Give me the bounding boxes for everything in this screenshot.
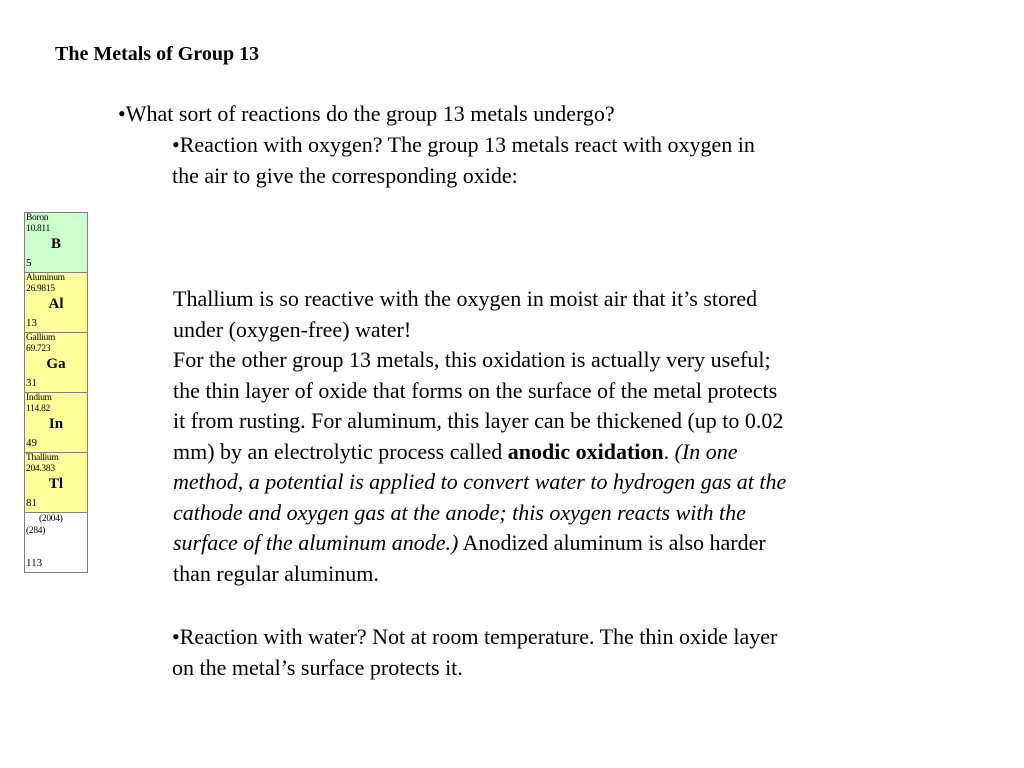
element-symbol: Tl <box>48 476 64 492</box>
oxidation-line-7-italic: method, a potential is applied to convert water to hydrogen gas at the <box>173 469 787 494</box>
element-mass: (284) <box>26 526 46 536</box>
water-line-1: •Reaction with water? Not at room temperature. The thin oxide layer <box>172 624 778 649</box>
element-mass: 26.9815 <box>26 284 55 294</box>
element-name: Boron <box>26 213 49 223</box>
thallium-paragraph <box>173 284 973 589</box>
element-symbol: B <box>50 236 61 252</box>
group-13-periodic-column <box>24 212 88 573</box>
oxidation-line-7 <box>173 467 973 498</box>
slide-title: The Metals of Group 13 <box>55 43 260 65</box>
anodic-oxidation-term: anodic oxidation <box>507 438 664 464</box>
oxidation-line-5: it from rusting. For aluminum, this layer can be thickened (up to 0.02 <box>173 408 784 433</box>
oxidation-line-4: the thin layer of oxide that forms on the surface of the metal protects <box>173 377 778 403</box>
element-cell-boron <box>25 213 87 273</box>
question-bullet: •What sort of reactions do the group 13 metals undergo? <box>118 101 615 126</box>
water-reaction-paragraph <box>172 622 972 683</box>
oxidation-line-6-pre: mm) by an electrolytic process called <box>173 438 508 464</box>
oxidation-line-9-italic: surface of the aluminum anode.) <box>173 530 459 555</box>
element-discovery-year: (2004) <box>39 514 63 524</box>
thallium-line-2: under (oxygen-free) water! <box>173 316 412 342</box>
element-mass: 114.82 <box>26 404 50 414</box>
oxygen-line-1: •Reaction with oxygen? The group 13 metals react with oxygen in <box>172 132 755 157</box>
oxidation-line-9-post: Anodized aluminum is also harder <box>458 530 766 555</box>
oxidation-line-6 <box>173 437 973 468</box>
oxidation-line-9 <box>173 528 973 559</box>
element-number: 5 <box>26 257 32 269</box>
oxygen-line-2: the air to give the corresponding oxide: <box>172 162 518 188</box>
oxygen-reaction-paragraph <box>172 130 972 191</box>
element-cell-indium <box>25 393 87 453</box>
element-name: Aluminum <box>26 273 65 283</box>
element-symbol: Al <box>48 296 64 312</box>
element-cell-113 <box>25 513 87 573</box>
oxidation-line-6-italic: (In one <box>674 438 738 464</box>
element-symbol: Ga <box>46 356 66 372</box>
element-number: 113 <box>26 557 43 569</box>
element-mass: 204.383 <box>26 464 55 474</box>
element-symbol: In <box>48 416 64 432</box>
element-number: 49 <box>26 437 37 449</box>
element-cell-thallium <box>25 453 87 513</box>
element-mass: 69.723 <box>26 344 51 354</box>
element-mass: 10.811 <box>26 224 50 234</box>
element-number: 31 <box>26 377 37 389</box>
oxidation-line-8-italic: cathode and oxygen gas at the anode; this oxygen reacts with the <box>173 499 746 525</box>
oxidation-line-3: For the other group 13 metals, this oxidation is actually very useful; <box>173 347 771 372</box>
element-number: 13 <box>26 317 37 329</box>
element-number: 81 <box>26 497 37 509</box>
element-name: Gallium <box>26 333 56 343</box>
element-cell-gallium <box>25 333 87 393</box>
element-name: Thallium <box>26 453 59 463</box>
oxidation-line-8 <box>173 498 973 529</box>
oxidation-line-6-post: . <box>663 438 675 464</box>
element-cell-aluminum <box>25 273 87 333</box>
oxidation-line-10: than regular aluminum. <box>173 560 379 586</box>
water-line-2: on the metal’s surface protects it. <box>172 654 463 680</box>
element-name: Indium <box>26 393 52 403</box>
thallium-line-1: Thallium is so reactive with the oxygen in moist air that it’s stored <box>173 286 758 311</box>
